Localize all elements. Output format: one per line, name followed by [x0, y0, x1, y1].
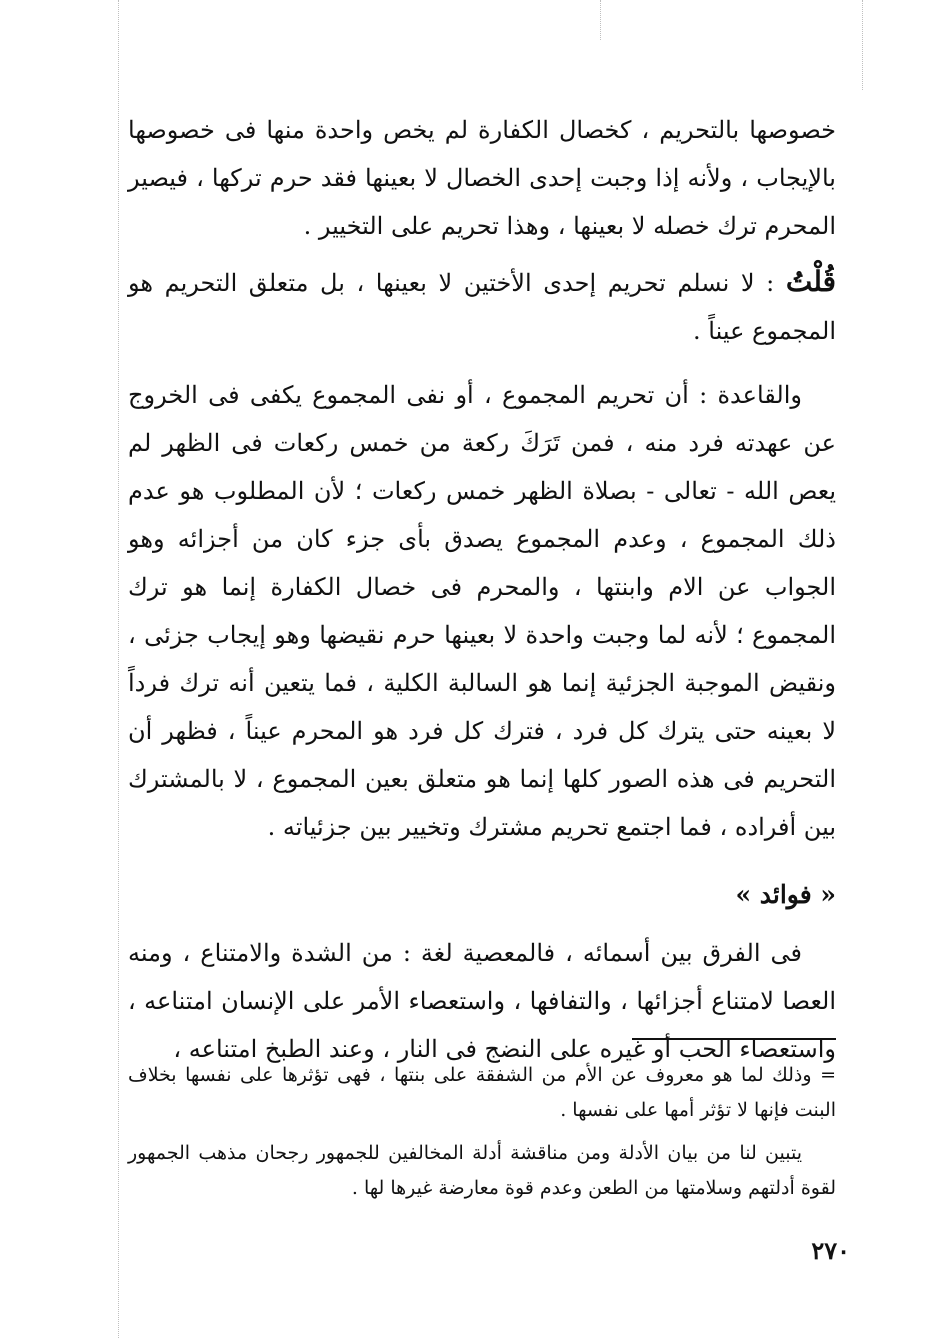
scan-artifact-line [118, 0, 119, 1338]
paragraph-fawaid: فى الفرق بين أسمائه ، فالمعصية لغة : من الشدة والامتناع ، ومنه العصا لامتناع أجزائها ، والتفافها ، واستعصاء الأمر على الإنسان امتناعه ، واستعصاء الحب أو غيره على النضج فى النار ، وعند الطبخ امتناعه ، [128, 939, 836, 1063]
paragraph-qult [128, 258, 836, 355]
scan-artifact-line [600, 0, 601, 40]
page-number: ٢٧٠ [811, 1236, 850, 1265]
section-heading-fawaid: « فوائد » [735, 880, 836, 909]
paragraph-continuation: خصوصها بالتحريم ، كخصال الكفارة لم يخص واحدة منها فى خصوصها بالإيجاب ، ولأنه إذا وجبت إحدى الخصال لا بعينها فقد حرم تركها ، فيصير المحرم ترك خصله لا بعينها ، وهذا تحريم على التخيير . [128, 116, 836, 240]
footnote-separator [632, 1038, 836, 1040]
paragraph-qaida: والقاعدة : أن تحريم المجموع ، أو نفى المجموع يكفى فى الخروج عن عهدته فرد منه ، فمن تَرَكَ ركعة من خمس ركعات فى الظهر لم يعص الله - تعالى - بصلاة الظهر خمس ركعات ؛ لأن المطلوب هو عدم ذلك المجموع ، وعدم المجموع يصدق بأى جزء كان من أجزائه وهو الجواب عن الام وابنتها ، والمحرم فى خصال الكفارة إنما هو ترك المجموع ؛ لأنه لما وجبت واحدة لا بعينها حرم نقيضها وهو إيجاب جزئى ، ونقيض الموجبة الجزئية إنما هو السالبة الكلية ، فما يتعين أنه ترك فرداً لا بعينه حتى يترك كل فرد ، فترك كل فرد هو المحرم عيناً ، فظهر أن التحريم فى هذه الصور كلها إنما هو متعلق بعين المجموع ، لا بالمشترك بين أفراده ، فما اجتمع تحريم مشترك وتخيير بين جزئياته . [128, 381, 837, 841]
main-text-block [128, 106, 836, 1073]
footnote-conclusion: يتبين لنا من بيان الأدلة ومن مناقشة أدلة المخالفين للجمهور رجحان مذهب الجمهور لقوة أدلتهم وسلامتها من الطعن وعدم قوة معارضة غيرها لها . [128, 1142, 836, 1199]
footnote-continuation: = وذلك لما هو معروف عن الأم من الشفقة على بنتها ، فهى تؤثرها على نفسها بخلاف البنت فإنها لا تؤثر أمها على نفسها . [128, 1064, 836, 1121]
qult-label: قُلْتُ [785, 265, 836, 298]
scan-artifact-line [862, 0, 863, 90]
footnotes-block [128, 1058, 836, 1206]
qult-text: : لا نسلم تحريم إحدى الأختين لا بعينها ، بل متعلق التحريم هو المجموع عيناً . [128, 269, 836, 345]
